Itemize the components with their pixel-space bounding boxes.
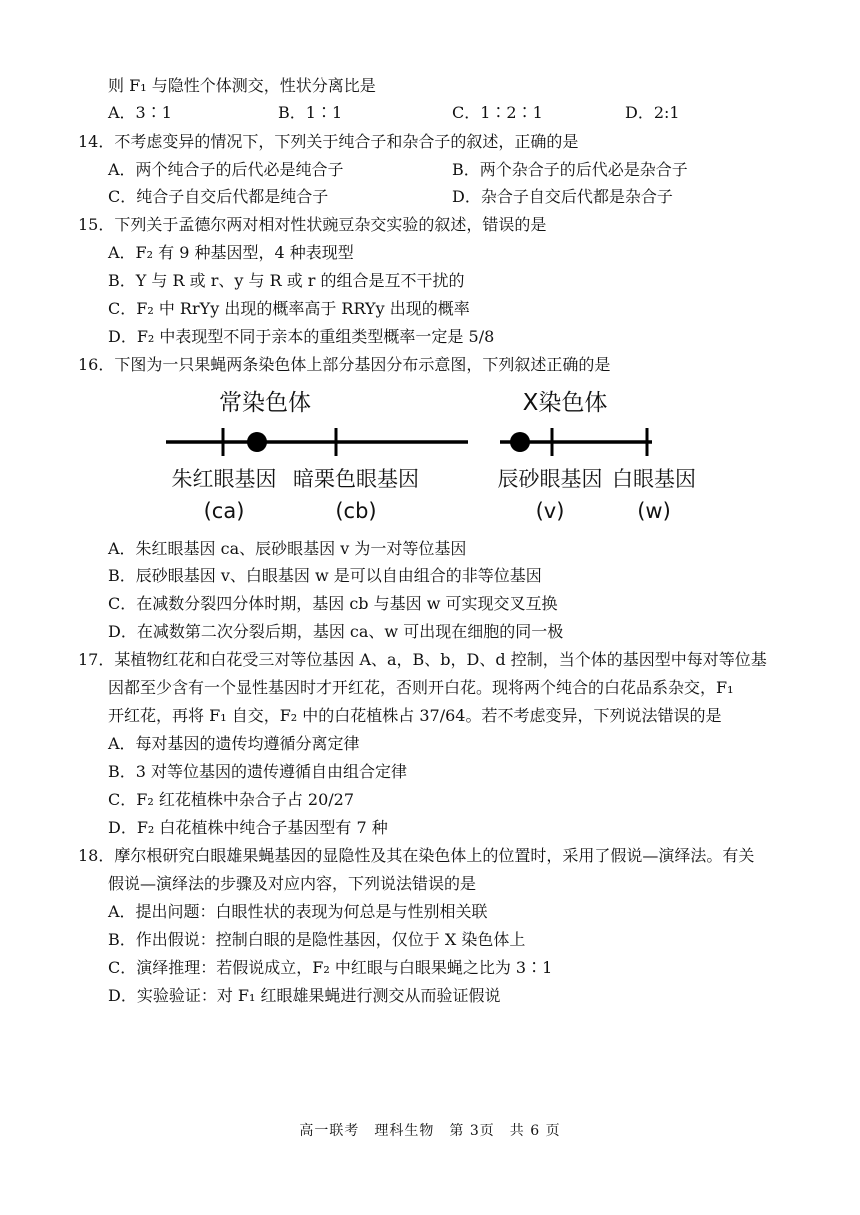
gene-label-cb: 暗栗色眼基因 [293, 467, 419, 491]
page-footer: 高一联考 理科生物 第 3页 共 6 页 [299, 1123, 561, 1139]
q17-option-d: D．F₂ 白花植株中纯合子基因型有 7 种 [108, 818, 388, 837]
q13-option-a: A．3∶1 [108, 103, 172, 122]
chromosome-gene-diagram [160, 382, 720, 527]
gene-label-w: 白眼基因 [612, 467, 696, 491]
q16-option-c: C．在减数分裂四分体时期，基因 cb 与基因 w 可实现交叉互换 [108, 594, 558, 613]
q18-option-a: A．提出问题：白眼性状的表现为何总是与性别相关联 [108, 902, 488, 921]
gene-symbol-w: (w) [637, 499, 671, 523]
q14-option-c: C．纯合子自交后代都是纯合子 [108, 187, 329, 206]
x-centromere [510, 432, 530, 452]
gene-label-v: 辰砂眼基因 [497, 467, 603, 491]
q15-option-a: A．F₂ 有 9 种基因型，4 种表现型 [108, 243, 354, 262]
q18-option-d: D．实验验证：对 F₁ 红眼雄果蝇进行测交从而验证假说 [108, 986, 501, 1005]
q17-stem-line-3: 开红花，再将 F₁ 自交，F₂ 中的白花植株占 37/64。若不考虑变异，下列说法错误的是 [108, 706, 722, 725]
q18-stem-line-1: 18．摩尔根研究白眼雄果蝇基因的显隐性及其在染色体上的位置时，采用了假说—演绎法。有关 [78, 846, 755, 865]
q16-option-b: B．辰砂眼基因 v、白眼基因 w 是可以自由组合的非等位基因 [108, 566, 542, 585]
q15-option-b: B．Y 与 R 或 r、y 与 R 或 r 的组合是互不干扰的 [108, 271, 465, 290]
gene-label-ca: 朱红眼基因 [171, 467, 277, 491]
q13-option-c: C．1∶2∶1 [452, 103, 543, 122]
q13-option-d: D．2:1 [625, 103, 680, 122]
q17-option-a: A．每对基因的遗传均遵循分离定律 [108, 734, 360, 753]
q17-option-b: B．3 对等位基因的遗传遵循自由组合定律 [108, 762, 408, 781]
gene-symbol-v: (v) [535, 499, 565, 523]
q15-stem: 15．下列关于孟德尔两对相对性状豌豆杂交实验的叙述，错误的是 [78, 215, 547, 234]
q14-option-a: A．两个纯合子的后代必是纯合子 [108, 160, 344, 179]
x-chromosome-title: X染色体 [522, 390, 608, 416]
q14-stem: 14．不考虑变异的情况下，下列关于纯合子和杂合子的叙述，正确的是 [78, 132, 579, 151]
q16-option-d: D．在减数第二次分裂后期，基因 ca、w 可出现在细胞的同一极 [108, 622, 564, 641]
q17-stem-line-2: 因都至少含有一个显性基因时才开红花，否则开白花。现将两个纯合的白花品系杂交，F₁ [108, 678, 734, 697]
q18-option-b: B．作出假说：控制白眼的是隐性基因，仅位于 X 染色体上 [108, 930, 526, 949]
q18-stem-line-2: 假说—演绎法的步骤及对应内容，下列说法错误的是 [108, 874, 477, 893]
gene-symbol-ca: (ca) [203, 499, 245, 523]
q16-stem: 16．下图为一只果蝇两条染色体上部分基因分布示意图，下列叙述正确的是 [78, 355, 611, 374]
q17-option-c: C．F₂ 红花植株中杂合子占 20/27 [108, 790, 355, 809]
q18-option-c: C．演绎推理：若假说成立，F₂ 中红眼与白眼果蝇之比为 3∶1 [108, 958, 553, 977]
q16-option-a: A．朱红眼基因 ca、辰砂眼基因 v 为一对等位基因 [108, 539, 467, 558]
q14-option-b: B．两个杂合子的后代必是杂合子 [452, 160, 688, 179]
q15-option-c: C．F₂ 中 RrYy 出现的概率高于 RRYy 出现的概率 [108, 299, 470, 318]
autosome-centromere [247, 432, 267, 452]
q14-option-d: D．杂合子自交后代都是杂合子 [452, 187, 673, 206]
autosome-title: 常染色体 [219, 390, 311, 416]
q13-option-b: B．1∶1 [278, 103, 343, 122]
q15-option-d: D．F₂ 中表现型不同于亲本的重组类型概率一定是 5/8 [108, 327, 495, 346]
gene-symbol-cb: (cb) [335, 499, 377, 523]
q17-stem-line-1: 17．某植物红花和白花受三对等位基因 A、a，B、b，D、d 控制，当个体的基因型中每对等位基 [78, 650, 767, 669]
q13-stem: 则 F₁ 与隐性个体测交，性状分离比是 [108, 76, 376, 95]
